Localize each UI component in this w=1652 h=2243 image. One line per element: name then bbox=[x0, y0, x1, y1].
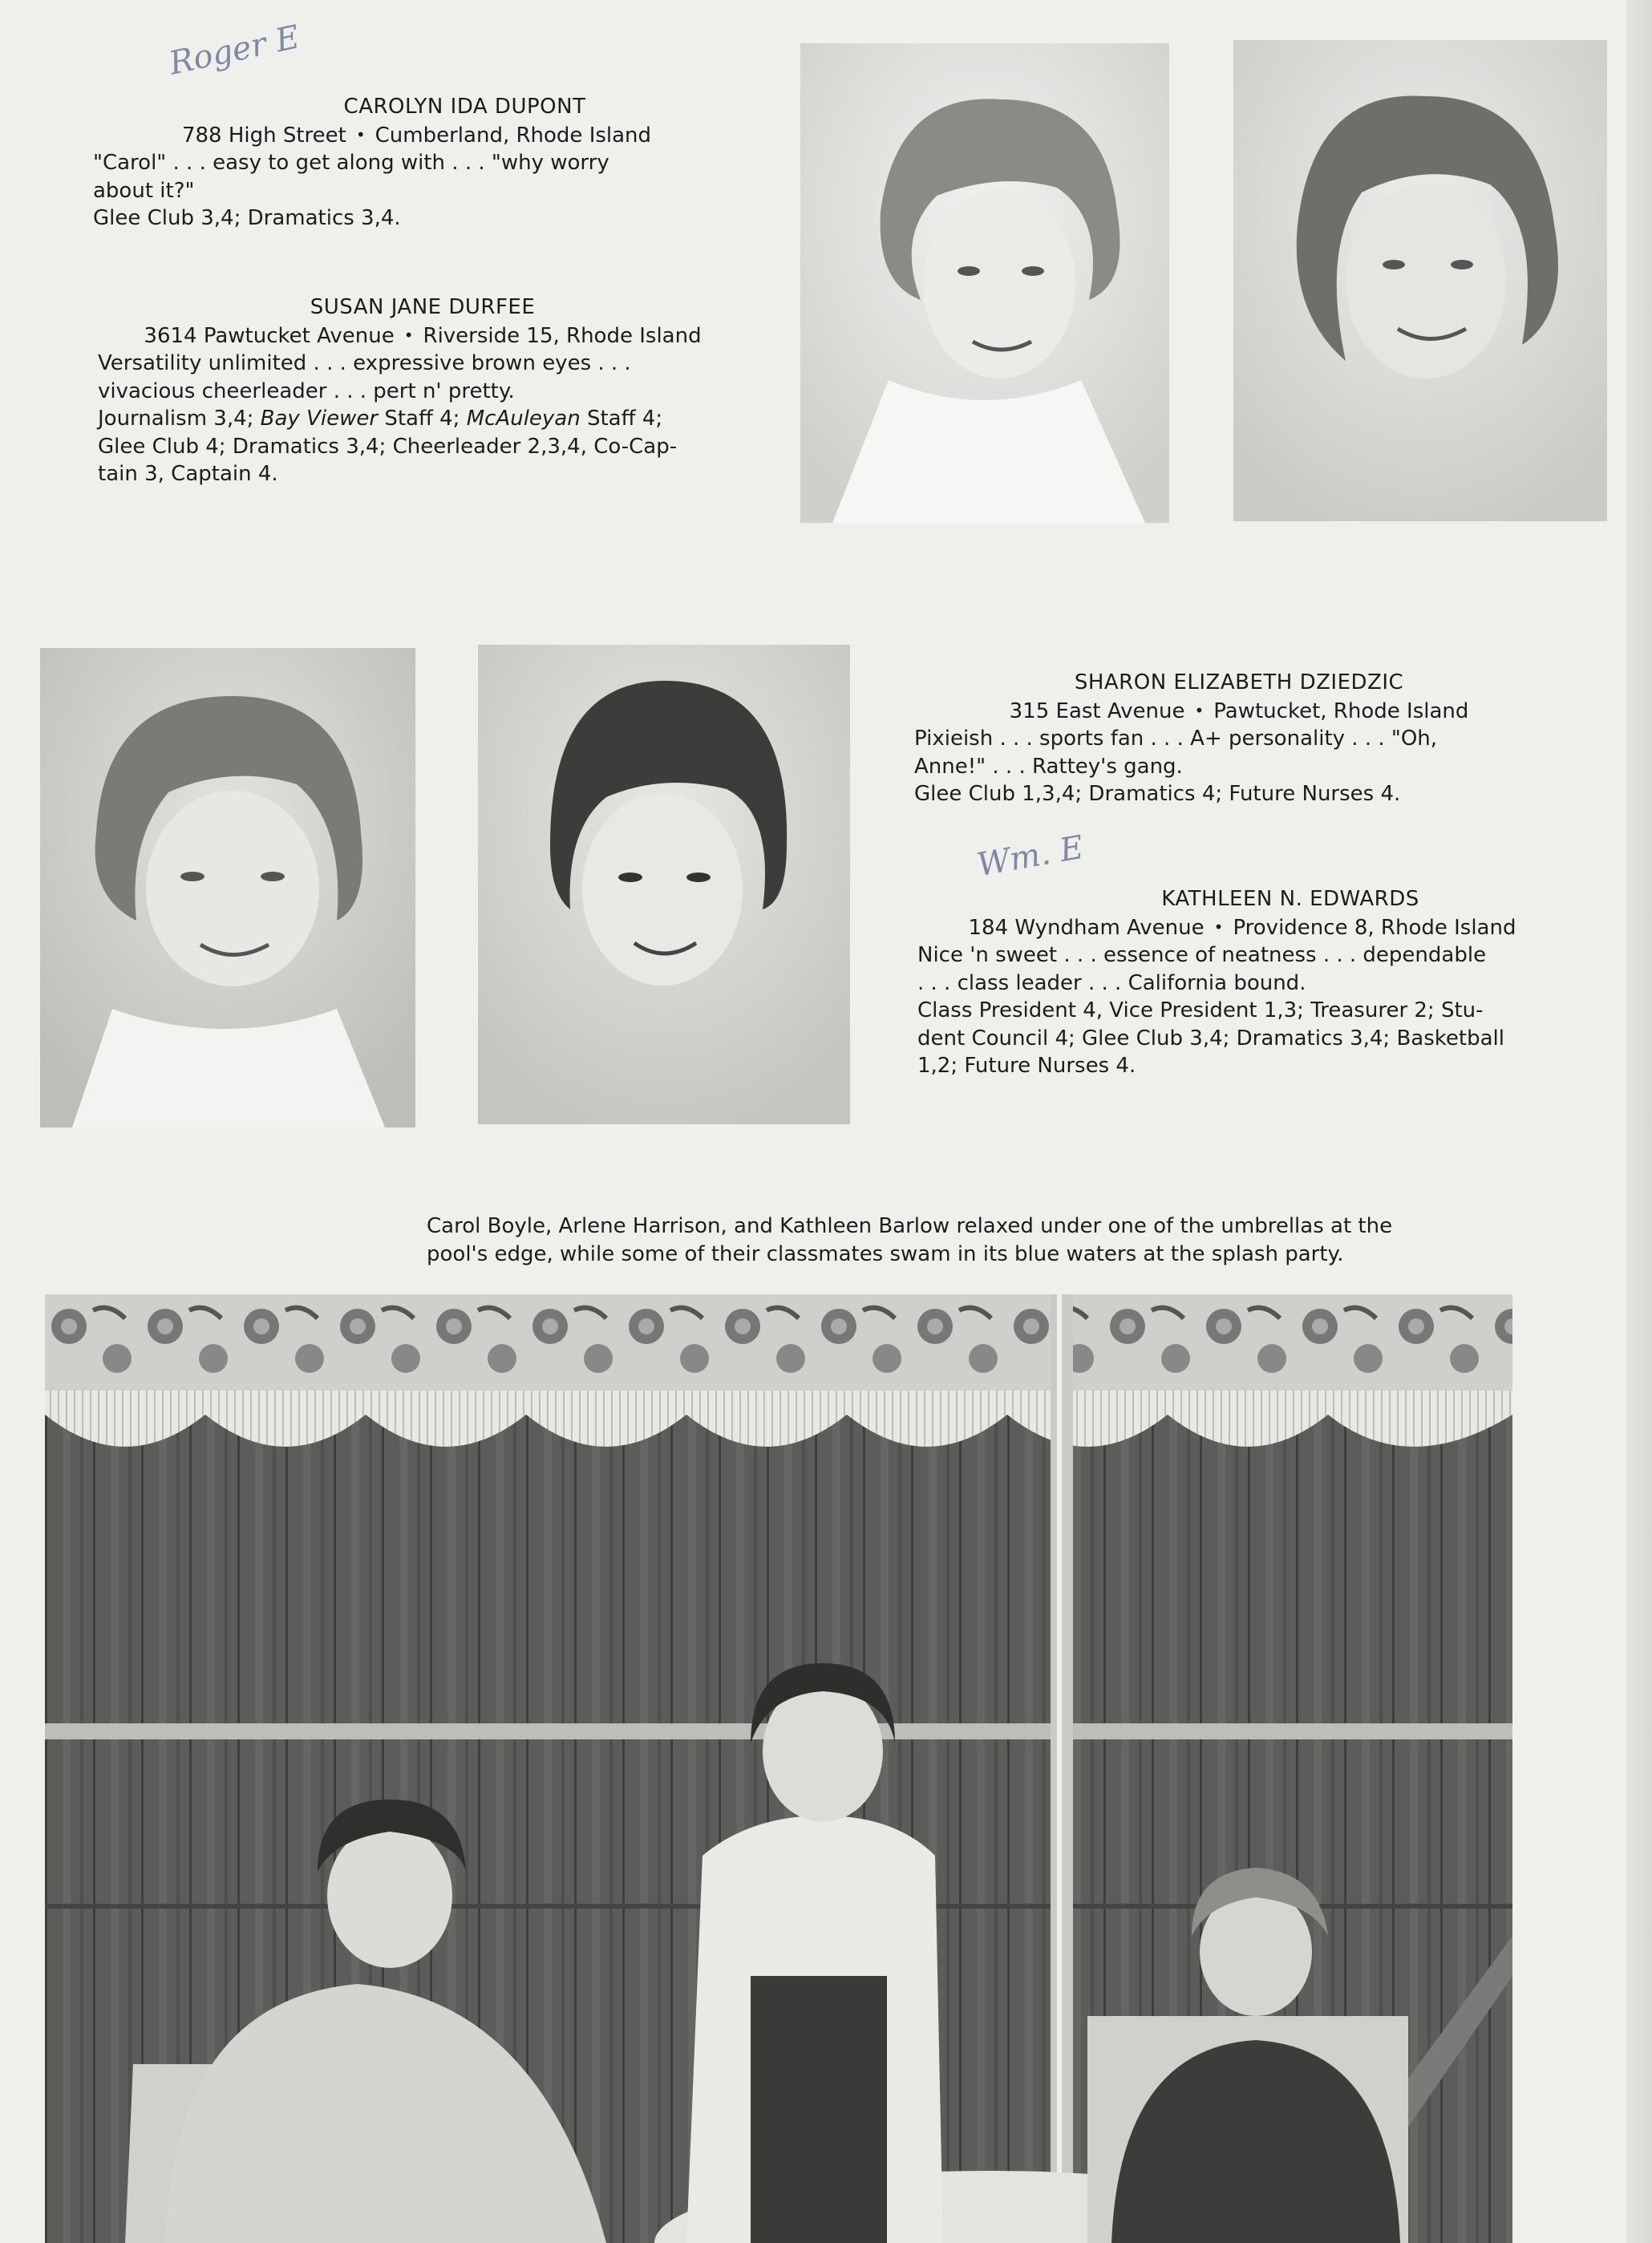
bio-activities-line: dent Council 4; Glee Club 3,4; Dramatics 3,4; Basketball bbox=[917, 1026, 1504, 1051]
page-gutter-shadow bbox=[1626, 0, 1652, 2243]
bio-description-line: Anne!" . . . Rattey's gang. bbox=[914, 754, 1183, 779]
address-street: 788 High Street bbox=[181, 123, 346, 148]
group-photo bbox=[45, 1294, 1512, 2243]
bio-durfee bbox=[98, 294, 747, 488]
activity-text: Staff 4; bbox=[384, 407, 460, 431]
student-name: CAROLYN IDA DUPONT bbox=[343, 95, 586, 119]
bio-dziedzic bbox=[914, 669, 1564, 808]
student-name: KATHLEEN N. EDWARDS bbox=[1161, 887, 1419, 911]
activity-text: Staff 4; bbox=[586, 407, 663, 431]
bio-edwards bbox=[917, 885, 1567, 1080]
address-city: Cumberland, Rhode Island bbox=[375, 123, 652, 148]
student-address bbox=[98, 322, 747, 350]
portrait-photo-dupont bbox=[800, 43, 1169, 523]
student-name: SUSAN JANE DURFEE bbox=[310, 295, 536, 319]
portrait-photo-durfee bbox=[1233, 40, 1607, 521]
address-street: 3614 Pawtucket Avenue bbox=[144, 323, 395, 348]
activity-text: Journalism 3,4; bbox=[98, 407, 254, 431]
group-photo-caption bbox=[427, 1213, 1511, 1269]
bio-description-line: Pixieish . . . sports fan . . . A+ personality . . . "Oh, bbox=[914, 727, 1438, 751]
bio-activities-line: 1,2; Future Nurses 4. bbox=[917, 1054, 1136, 1078]
bio-description-line: Versatility unlimited . . . expressive brown eyes . . . bbox=[98, 351, 631, 375]
handwritten-note-dupont: Roger E bbox=[166, 18, 303, 83]
address-city: Providence 8, Rhode Island bbox=[1233, 915, 1516, 940]
address-street: 315 East Avenue bbox=[1009, 698, 1185, 723]
student-address bbox=[917, 913, 1567, 942]
bio-description-line: about it?" bbox=[93, 178, 195, 203]
bio-description-line: . . . class leader . . . California bound. bbox=[917, 970, 1306, 995]
bio-description-line: Nice 'n sweet . . . essence of neatness . . . dependable bbox=[917, 943, 1487, 967]
caption-line: pool's edge, while some of their classmates swam in its blue waters at the splash party. bbox=[427, 1242, 1344, 1266]
bio-dupont bbox=[93, 93, 740, 233]
bio-description-line: vivacious cheerleader . . . pert n' pretty. bbox=[98, 379, 515, 403]
bullet: • bbox=[403, 325, 414, 345]
bullet: • bbox=[1194, 700, 1205, 720]
bio-activities-line bbox=[98, 405, 747, 433]
address-city: Riverside 15, Rhode Island bbox=[423, 323, 702, 348]
student-name: SHARON ELIZABETH DZIEDZIC bbox=[1074, 670, 1404, 694]
address-city: Pawtucket, Rhode Island bbox=[1213, 698, 1469, 723]
caption-line: Carol Boyle, Arlene Harrison, and Kathleen Barlow relaxed under one of the umbrellas at the bbox=[427, 1214, 1393, 1238]
portrait-photo-edwards bbox=[478, 645, 850, 1124]
bullet: • bbox=[1213, 917, 1224, 937]
bio-activities-line: Glee Club 3,4; Dramatics 3,4. bbox=[93, 206, 401, 230]
bio-activities-line: Class President 4, Vice President 1,3; Treasurer 2; Stu- bbox=[917, 998, 1484, 1022]
portrait-photo-dziedzic bbox=[40, 648, 415, 1128]
publication-name: McAuleyan bbox=[466, 407, 581, 431]
student-address bbox=[914, 697, 1564, 726]
address-street: 184 Wyndham Avenue bbox=[968, 915, 1205, 940]
bio-activities-line: tain 3, Captain 4. bbox=[98, 462, 278, 486]
student-address bbox=[93, 121, 740, 150]
bullet: • bbox=[355, 124, 366, 144]
bio-activities-line: Glee Club 1,3,4; Dramatics 4; Future Nurses 4. bbox=[914, 782, 1401, 806]
handwritten-note-edwards: Wm. E bbox=[974, 828, 1087, 885]
publication-name: Bay Viewer bbox=[260, 407, 379, 431]
bio-activities-line: Glee Club 4; Dramatics 3,4; Cheerleader 2,3,4, Co-Cap- bbox=[98, 434, 678, 459]
bio-description-line: "Carol" . . . easy to get along with . . . "why worry bbox=[93, 151, 609, 175]
